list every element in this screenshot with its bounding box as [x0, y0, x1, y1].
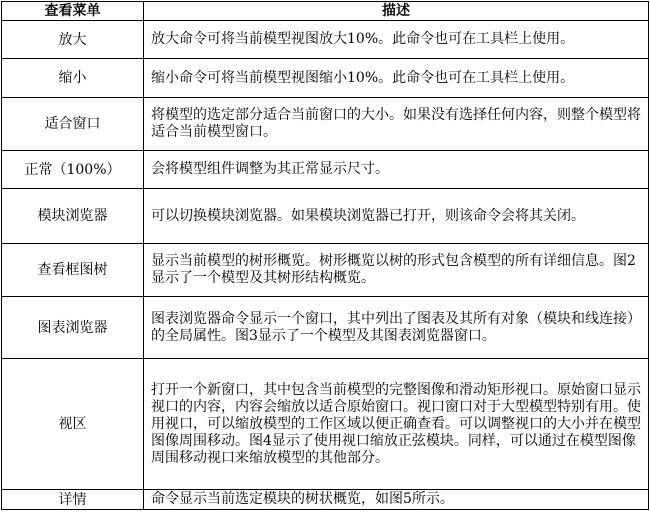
- menu-item-normal-100: 正常（100%）: [2, 151, 144, 189]
- view-menu-table: [1, 1, 649, 510]
- table-header-row: [2, 2, 649, 21]
- menu-item-view-block-tree: 查看框图树: [2, 244, 144, 297]
- menu-item-viewport: 视区: [2, 359, 144, 490]
- table-row: [2, 98, 649, 151]
- header-view-menu: 查看菜单: [2, 2, 144, 21]
- description-details: 命令显示当前选定模块的树状概览，如图5所示。: [144, 490, 649, 510]
- menu-item-fit-window: 适合窗口: [2, 98, 144, 151]
- table-row: [2, 359, 649, 490]
- table-row: [2, 59, 649, 98]
- menu-item-diagram-browser: 图表浏览器: [2, 297, 144, 359]
- description-normal-100: 会将模型组件调整为其正常显示尺寸。: [144, 151, 649, 189]
- table-row: [2, 21, 649, 59]
- menu-item-block-browser: 模块浏览器: [2, 189, 144, 244]
- table-row: [2, 151, 649, 189]
- description-fit-window: 将模型的选定部分适合当前窗口的大小。如果没有选择任何内容，则整个模型将适合当前模型窗口。: [144, 98, 649, 151]
- table-row: [2, 490, 649, 510]
- table-row: [2, 189, 649, 244]
- description-zoom-in: 放大命令可将当前模型视图放大10%。此命令也可在工具栏上使用。: [144, 21, 649, 59]
- description-block-browser: 可以切换模块浏览器。如果模块浏览器已打开，则该命令会将其关闭。: [144, 189, 649, 244]
- menu-item-zoom-out: 缩小: [2, 59, 144, 98]
- description-viewport: 打开一个新窗口，其中包含当前模型的完整图像和滑动矩形视口。原始窗口显示视口的内容，内容会缩放以适合原始窗口。视口窗口对于大型模型特别有用。使用视口，可以缩放模型的工作区域以便正确查看。可以调整视口的大小并在模型图像周围移动。图4显示了使用视口缩放正弦模块。同样，可以通过在模型图像周围移动视口来缩放模型的其他部分。: [144, 359, 649, 490]
- menu-item-details: 详情: [2, 490, 144, 510]
- table-row: [2, 244, 649, 297]
- table-row: [2, 297, 649, 359]
- description-zoom-out: 缩小命令可将当前模型视图缩小10%。此命令也可在工具栏上使用。: [144, 59, 649, 98]
- description-view-block-tree: 显示当前模型的树形概览。树形概览以树的形式包含模型的所有详细信息。图2显示了一个模型及其树形结构概览。: [144, 244, 649, 297]
- menu-item-zoom-in: 放大: [2, 21, 144, 59]
- header-description: 描述: [144, 2, 649, 21]
- description-diagram-browser: 图表浏览器命令显示一个窗口，其中列出了图表及其所有对象（模块和线连接）的全局属性。图3显示了一个模型及其图表浏览器窗口。: [144, 297, 649, 359]
